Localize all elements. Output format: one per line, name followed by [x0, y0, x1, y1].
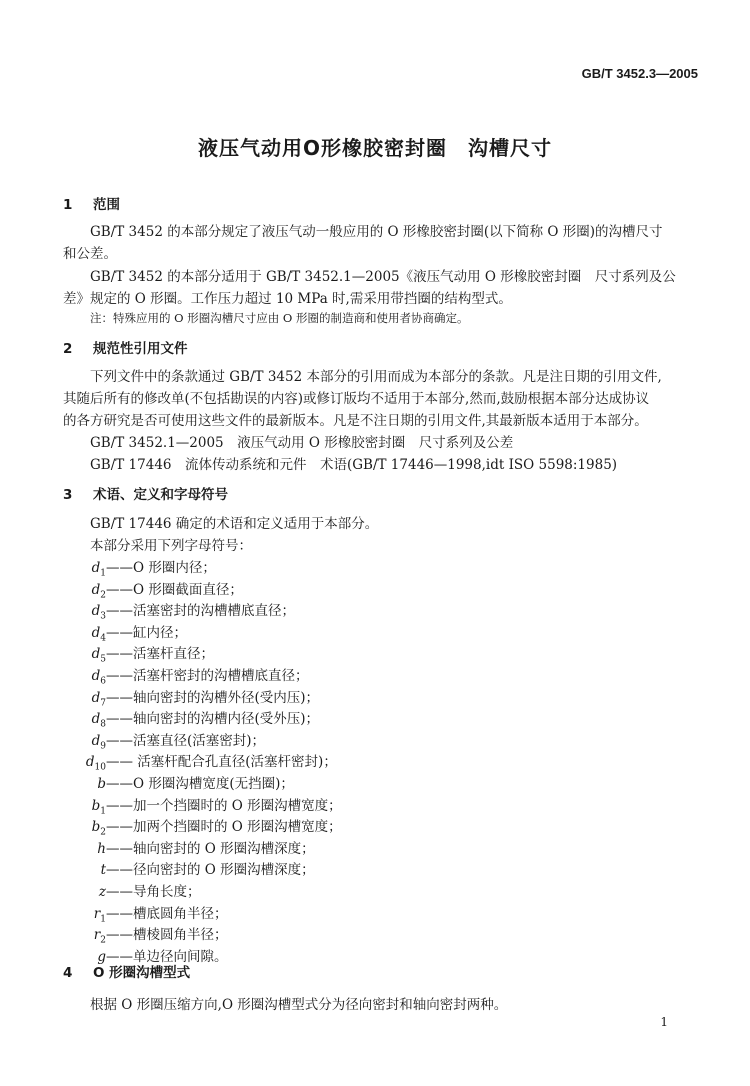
symbol-subscript: 2: [100, 590, 106, 601]
paragraph-line: 本部分采用下列字母符号：: [90, 538, 252, 554]
symbol-letter: [60, 690, 106, 709]
symbol-letter: [60, 927, 106, 946]
symbol-letter: [60, 582, 106, 601]
section-title: 范围: [93, 197, 120, 213]
symbol-subscript: 10: [94, 763, 106, 774]
symbol-description: ——活塞杆密封的沟槽槽底直径；: [106, 668, 309, 684]
symbol-char: d: [91, 732, 101, 749]
symbol-description: ——槽棱圆角半径；: [106, 927, 228, 944]
section-title: 规范性引用文件: [93, 341, 188, 357]
symbol-description: ——轴向密封的沟槽外径(受内压)；: [106, 689, 320, 706]
symbol-letter: [60, 906, 106, 925]
symbol-subscript: 7: [100, 698, 106, 709]
symbol-description: ——活塞杆直径；: [106, 646, 214, 663]
symbol-char: d: [91, 560, 101, 576]
symbol-description: ——轴向密封的沟槽内径(受外压)；: [106, 711, 320, 728]
paragraph-line: GB/T 17446 确定的术语和定义适用于本部分。: [90, 516, 379, 532]
symbol-description: ——活塞直径(活塞密封)；: [106, 732, 266, 749]
paragraph-line: 的各方研究是否可使用这些文件的最新版本。凡是不注日期的引用文件,其最新版本适用于本部分。: [63, 413, 648, 429]
symbol-char: r: [93, 927, 101, 944]
symbol-char: d: [91, 668, 101, 684]
symbol-char: b: [91, 819, 101, 836]
paragraph-line: 和公差。: [63, 246, 117, 262]
symbol-description: ——缸内径；: [106, 624, 187, 641]
symbol-subscript: 2: [100, 827, 106, 838]
symbol-subscript: 3: [100, 611, 106, 622]
symbol-char: r: [93, 905, 101, 922]
symbol-item: [60, 578, 243, 601]
symbol-letter: [60, 603, 106, 622]
symbol-item: [60, 707, 319, 730]
symbol-item: [60, 923, 228, 946]
section-number: 4: [63, 965, 73, 981]
symbol-subscript: 5: [100, 655, 106, 666]
symbol-item: [60, 880, 201, 900]
symbol-letter: [60, 754, 106, 773]
paragraph-line: 根据 O 形圈压缩方向,O 形圈沟槽型式分为径向密封和轴向密封两种。: [90, 997, 508, 1013]
section-4-heading: [63, 961, 190, 981]
symbol-subscript: 8: [100, 719, 106, 730]
paragraph-line: GB/T 3452 的本部分规定了液压气动一般应用的 O 形橡胶密封圈(以下简称 O 形圈)的沟槽尺寸: [90, 224, 663, 240]
symbol-description: ——O 形圈沟槽宽度(无挡圈)；: [106, 776, 294, 792]
symbol-item: [60, 858, 315, 878]
symbol-subscript: 2: [100, 935, 106, 946]
symbol-char: d: [85, 754, 95, 771]
symbol-subscript: 1: [100, 914, 106, 925]
symbol-item: [60, 902, 228, 925]
section-number: 1: [63, 197, 73, 213]
symbol-item: [60, 664, 309, 687]
symbol-letter: [60, 646, 106, 665]
symbol-item: [60, 750, 337, 773]
paragraph-line: 差》规定的 O 形圈。工作压力超过 10 MPa 时,需采用带挡圈的结构型式。: [63, 291, 512, 307]
symbol-subscript: 6: [100, 676, 106, 687]
symbol-letter: [60, 862, 106, 878]
symbol-item: [60, 556, 216, 579]
symbol-item: [60, 642, 214, 665]
symbol-letter: [60, 819, 106, 838]
note: 注：特殊应用的 O 形圈沟槽尺寸应由 O 形圈的制造商和使用者协商确定。: [90, 311, 469, 325]
section-2-heading: [63, 337, 188, 357]
section-title: O 形圈沟槽型式: [93, 965, 191, 981]
symbol-description: ——轴向密封的 O 形圈沟槽深度；: [106, 840, 315, 857]
symbol-item: [60, 794, 342, 817]
symbol-char: d: [91, 689, 101, 706]
symbol-char: h: [97, 840, 106, 857]
symbol-char: b: [97, 776, 106, 792]
symbol-letter: [60, 884, 106, 900]
symbol-subscript: 1: [100, 806, 106, 817]
section-1-heading: [63, 193, 120, 213]
symbol-char: d: [91, 581, 101, 598]
symbol-char: d: [91, 711, 101, 728]
symbol-char: d: [91, 603, 101, 620]
symbol-description: ——O 形圈截面直径；: [106, 581, 243, 598]
symbol-char: b: [91, 797, 101, 814]
standard-code: GB/T 3452.3—2005: [581, 66, 698, 81]
symbol-item: [60, 729, 265, 752]
page-number: 1: [660, 1015, 668, 1029]
symbol-letter: [60, 841, 106, 857]
symbol-char: g: [97, 948, 106, 965]
symbol-description: —— 活塞杆配合孔直径(活塞杆密封)；: [106, 754, 337, 771]
symbol-description: ——径向密封的 O 形圈沟槽深度；: [106, 862, 315, 879]
symbol-char: z: [98, 884, 106, 900]
symbol-char: d: [91, 646, 101, 663]
symbol-letter: [60, 798, 106, 817]
symbol-letter: [60, 776, 106, 792]
symbol-item: [60, 815, 342, 838]
symbol-letter: [60, 625, 106, 644]
symbol-subscript: 4: [100, 633, 106, 644]
symbol-letter: [60, 733, 106, 752]
symbol-description: ——加一个挡圈时的 O 形圈沟槽宽度；: [106, 797, 342, 814]
symbol-letter: [60, 560, 106, 579]
symbol-item: [60, 772, 294, 792]
symbol-description: ——活塞密封的沟槽槽底直径；: [106, 603, 295, 620]
symbol-char: t: [100, 862, 106, 879]
symbol-item: [60, 599, 295, 622]
reference-item: GB/T 3452.1—2005 液压气动用 O 形橡胶密封圈 尺寸系列及公差: [90, 435, 514, 451]
section-3-heading: [63, 483, 228, 503]
paragraph-line: 下列文件中的条款通过 GB/T 3452 本部分的引用而成为本部分的条款。凡是注日期的引用文件,: [90, 369, 662, 385]
paragraph-line: GB/T 3452 的本部分适用于 GB/T 3452.1—2005《液压气动用 O 形橡胶密封圈 尺寸系列及公: [90, 269, 676, 285]
reference-item: GB/T 17446 流体传动系统和元件 术语(GB/T 17446—1998,idt ISO 5598:1985): [90, 457, 618, 473]
symbol-description: ——槽底圆角半径；: [106, 905, 228, 922]
section-number: 2: [63, 341, 73, 357]
symbol-letter: [60, 668, 106, 687]
symbol-item: [60, 686, 319, 709]
symbol-description: ——加两个挡圈时的 O 形圈沟槽宽度；: [106, 819, 342, 836]
symbol-description: ——单边径向间隙。: [106, 948, 228, 965]
symbol-item: [60, 837, 315, 857]
symbol-subscript: 9: [100, 741, 106, 752]
document-title: 液压气动用O形橡胶密封圈 沟槽尺寸: [197, 136, 552, 160]
section-title: 术语、定义和字母符号: [93, 487, 228, 503]
symbol-description: ——导角长度；: [106, 884, 201, 900]
symbol-subscript: 1: [100, 568, 106, 579]
symbol-item: [60, 621, 187, 644]
symbol-char: d: [91, 624, 101, 641]
symbol-letter: [60, 711, 106, 730]
paragraph-line: 其随后所有的修改单(不包括勘误的内容)或修订版均不适用于本部分,然而,鼓励根据本部分达成协议: [63, 391, 650, 407]
section-number: 3: [63, 487, 73, 503]
symbol-description: ——O 形圈内径；: [106, 560, 216, 576]
